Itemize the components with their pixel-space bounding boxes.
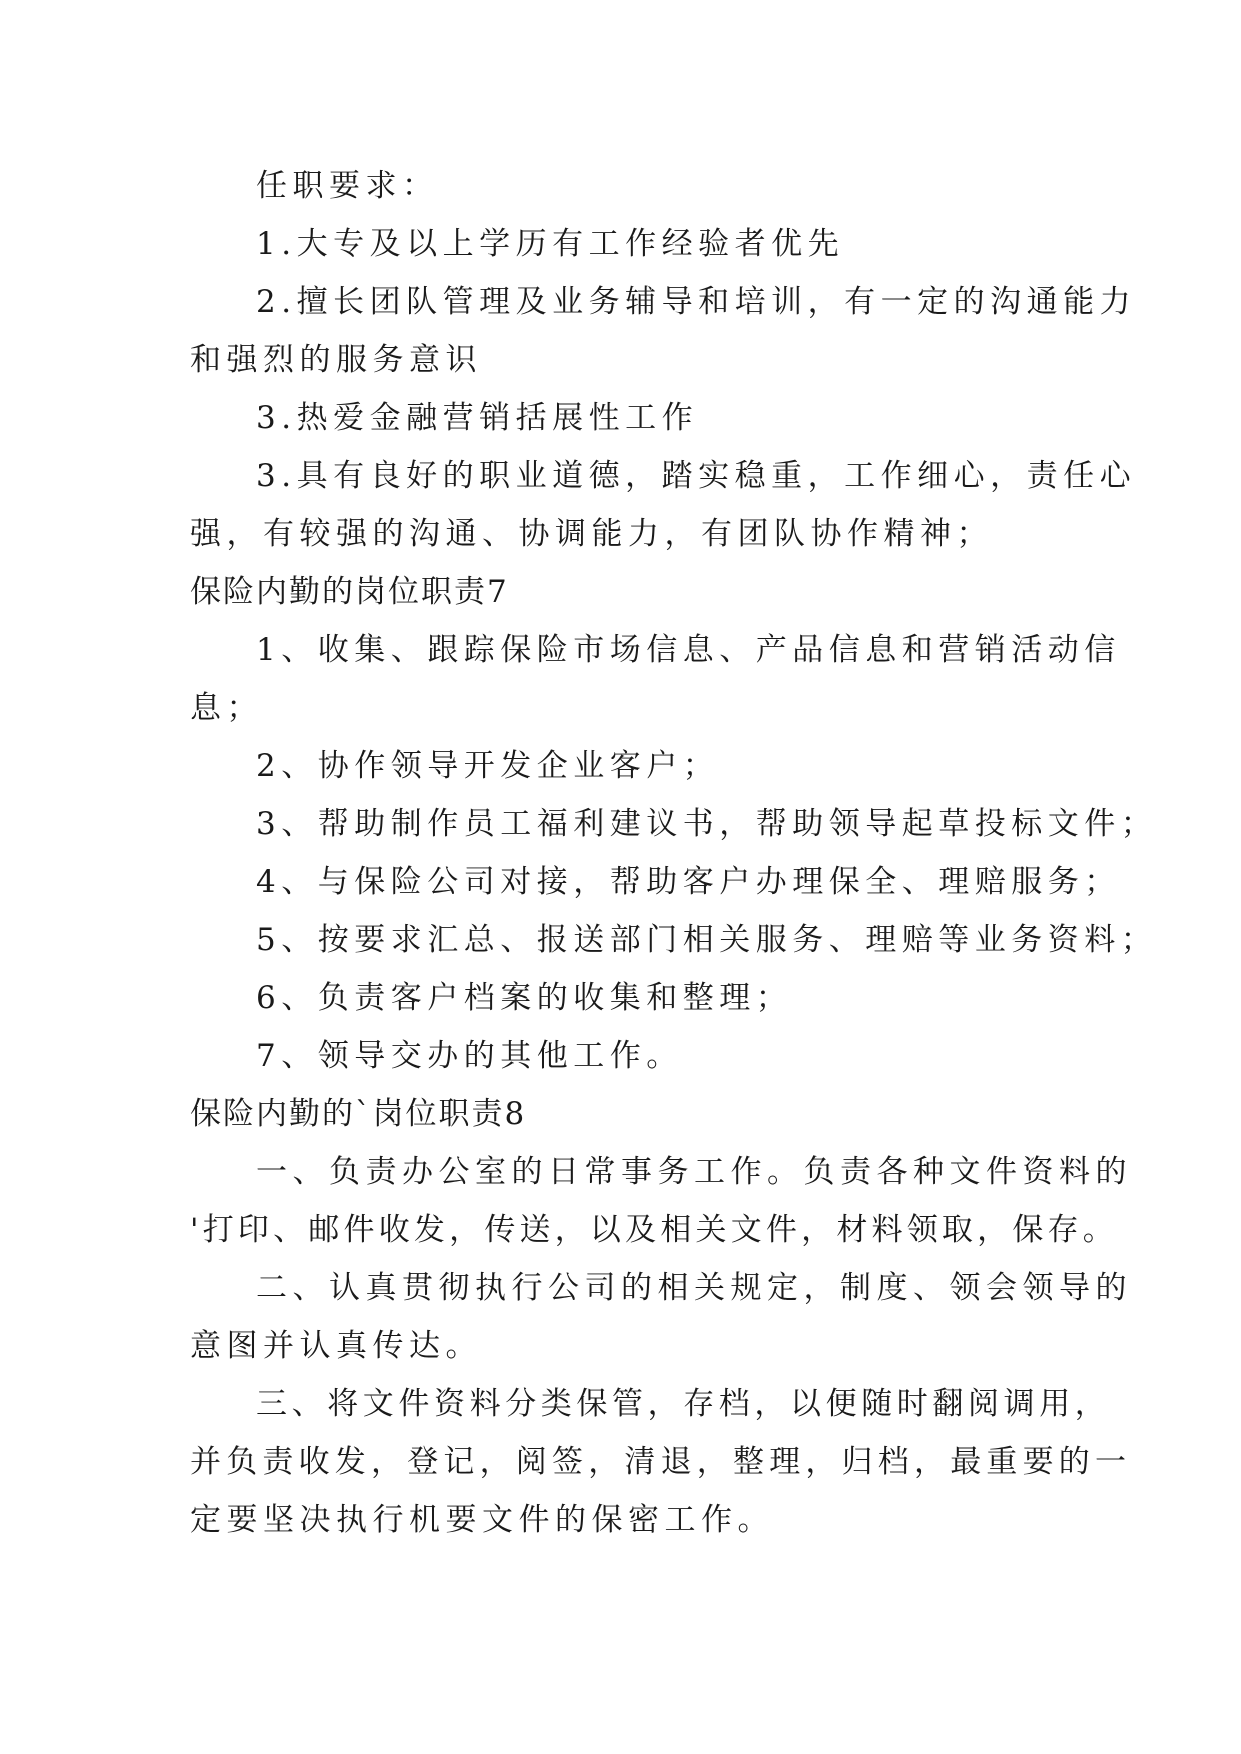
duty-item: 7、领导交办的其他工作。: [256, 1038, 683, 1074]
duty-paragraph-continuation: 意图并认真传达。: [190, 1328, 482, 1364]
duty-item: 4、与保险公司对接，帮助客户办理保全、理赔服务；: [256, 864, 1121, 900]
requirement-item: 3.具有良好的职业道德，踏实稳重，工作细心，责任心: [256, 458, 1137, 494]
duty-item: 1、收集、跟踪保险市场信息、产品信息和营销活动信: [256, 632, 1121, 668]
section-heading: 保险内勤的岗位职责7: [190, 574, 509, 610]
duty-paragraph-continuation: 定要坚决执行机要文件的保密工作。: [190, 1502, 774, 1538]
duty-paragraph-continuation: '打印、邮件收发，传送，以及相关文件，材料领取，保存。: [190, 1212, 1118, 1248]
section-heading: 保险内勤的`岗位职责8: [190, 1096, 527, 1132]
requirement-item: 3.热爱金融营销括展性工作: [256, 400, 699, 436]
duty-paragraph: 二、认真贯彻执行公司的相关规定，制度、领会领导的: [256, 1270, 1132, 1306]
duty-paragraph-continuation: 并负责收发，登记，阅签，清退，整理，归档，最重要的一: [190, 1444, 1132, 1480]
requirement-item-continuation: 强，有较强的沟通、协调能力，有团队协作精神；: [190, 516, 993, 552]
duty-paragraph: 一、负责办公室的日常事务工作。负责各种文件资料的: [256, 1154, 1132, 1190]
requirement-item: 1.大专及以上学历有工作经验者优先: [256, 226, 845, 262]
duty-item: 3、帮助制作员工福利建议书，帮助领导起草投标文件；: [256, 806, 1158, 842]
duty-paragraph: 三、将文件资料分类保管，存档，以便随时翻阅调用，: [256, 1386, 1111, 1422]
duty-item: 6、负责客户档案的收集和整理；: [256, 980, 793, 1016]
requirements-heading: 任职要求：: [256, 168, 439, 204]
duty-item-continuation: 息；: [190, 690, 263, 726]
duty-item: 2、协作领导开发企业客户；: [256, 748, 720, 784]
requirement-item-continuation: 和强烈的服务意识: [190, 342, 482, 378]
requirement-item: 2.擅长团队管理及业务辅导和培训，有一定的沟通能力: [256, 284, 1137, 320]
duty-item: 5、按要求汇总、报送部门相关服务、理赔等业务资料；: [256, 922, 1158, 958]
